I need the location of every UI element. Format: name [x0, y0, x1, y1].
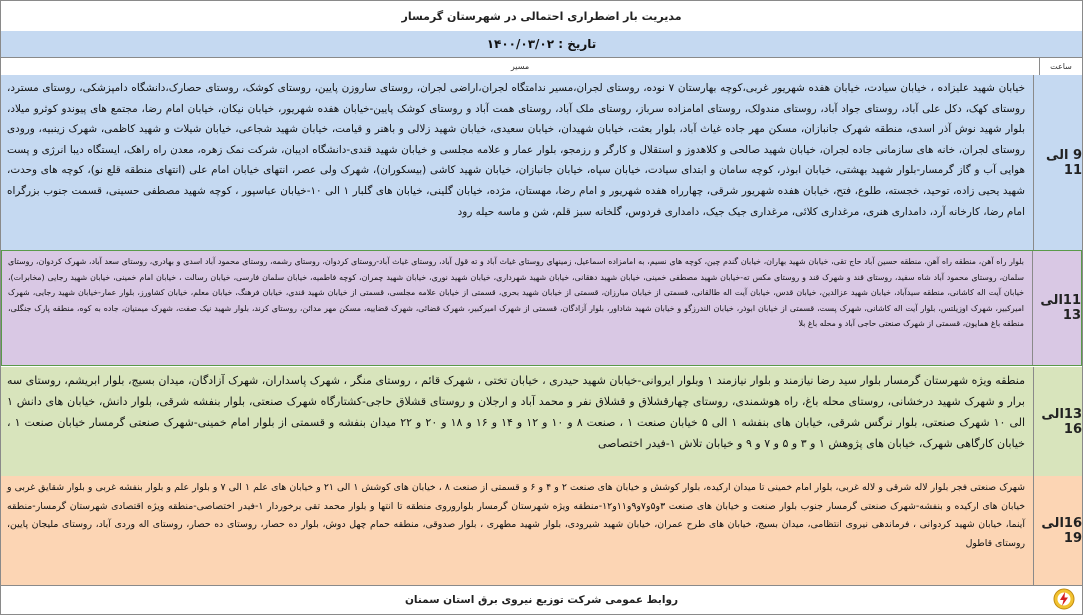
power-company-logo-icon [1053, 588, 1075, 610]
table-row [1, 367, 1082, 477]
time-slot: 16الی 19 [1033, 476, 1082, 585]
route-list: شهرک صنعتی فجر بلوار لاله شرقی و لاله غربی، بلوار امام خمینی تا میدان ارکیده، بلوار کوشش و خیابان های صنعت ۲ و ۴ و ۶ و قسمتی از صنعت ۸ ، خیابان های کوشش ۱ الی ۲۱ و خیابان های علم ۱ الی ۷ و بلوار علم و بلوار بنفشه غربی و بلوار شقایق غربی و خیابان های ارکیده و بنفشه-شهرک صنعتی گرمسار جنوب بلوار صنعت و خیابان های صنعت ۳و۵و۷و۹و۱۱و۱۲-منطقه ویژه شهرستان گرمسار بلواروروی منطقه تا انتها و بلوار محمد تقی برخوردار ۱-فیدر اختصاصی-منطقه ویژه اقتصادی شهرستان گرمسار-منطقه آینما، خیابان شهید کردوانی ، فرماندهی نیروی انتظامی، میدان بسیج، خیابان های طرح عمران، خیابان شهید شیرودی، بلوار شهید مطهری ، بلوار صدوقی، منطقه حمام چهل دوش، بلوار ده حصار، روستای ده حصار، روستای اله وردی آباد، روستای ملیجان پایین، روستای قاطول [7, 482, 1025, 549]
time-slot: 13الی 16 [1033, 367, 1082, 476]
footer-credit: روابط عمومی شرکت توزیع نیروی برق استان سمنان [404, 593, 679, 606]
table-row [1, 75, 1082, 251]
page-title: مدیریت بار اضطراری احتمالی در شهرستان گرمسار [1, 1, 1082, 32]
route-list: بلوار راه آهن، منطقه راه آهن، منطقه حسین آباد حاج تقی، خیابان شهید بهاران، خیابان گندم چین، کوچه های نسیم، به امامزاده اسماعیل، زمینهای روستای غیاث آباد و ته قول آباد، روستای غیاث آباد-روستای کردوان، روستای رشمه، روستای محمود آباد اسدی و بهادری، روستای سعد آباد، شهرک کردوان، روستای سلمان، روستای محمود آباد شاه سفید، روستای قند و شهرک قند و روستای مکس ته-خیابان شهید مصطفی خمینی، خیابان شهید دهقانی، خیابان شهید شهرداری، خیابان شهید نوری، خیابان شهید چمران، کوچه فاطمیه، خیابان سلمان فارسی، خیابان رسالت ، خیابان امام خمینی، خیابان شهید رجایی (مخابرات)، خیابان آیت اله کاشانی، منطقه سیدآباد، خیابان شهید عزالدین، خیابان قدس، خیابان آیت اله طالقانی، قسمتی از خیابان مبارزان، قسمتی از خیابان شهید بحری، قسمتی از خیابان علامه مجلسی، قسمتی از خیابان شهید قندی، خیابان فرهنگ، خیابان معلم، خیابان کشاورز، بلوار عمار-خیابان شهید رجایی، شهرک امیرکبیر، شهرک اوزیلتس، بلوار آیت اله کاشانی، شهرک پست، قسمتی از خیابان ابوذر، خیابان الندرزگو و خیابان شهید شاداور، بلوار آزادگان، قسمتی از شهرک امیرکبیر، شهرک قضائی، شهرک قضاییه، مسکن مهر مدائن، روستای کرند، بلوار شهید نیک صفت، شهرک میمنیان، جاده به کوه، منطقه پارک جنگلی، منطقه باغ همایون، قسمتی از شهرک صنعتی حاجی آباد و محله باغ بلا [8, 257, 1024, 329]
date-row [1, 31, 1082, 58]
table-row [1, 476, 1082, 586]
date-label: تاریخ : [558, 37, 597, 51]
time-slot: 9 الی 11 [1033, 75, 1082, 250]
route-list: خیابان شهید علیزاده ، خیابان سیادت، خیابان هفده شهریور غربی،کوچه بهارستان ۷ نوده، روستای لجران،مسیر ندامتگاه لجران،اراضی لجران، روستای ساروزن پایین، روستای کوشک، روستای حصارک،دانشگاه دامپزشکی، روستای مسترد، روستای کهک، دکل علی آباد، روستای جواد آباد، روستای مندولک، روستای امامزاده سرباز، روستای ملک آباد، روستای همت آباد و روستای کوشک پایین-خیابان هفده شهریور، خیابان نیکان، خیابان امام رضا، مجتمع های پیوندو کوثرو میلاد، بلوار شهید نوش آذر اسدی، منطقه شهرک جانبازان، مسکن مهر جاده غیاث آباد، بلوار بعثت، خیابان شهیدان، خیابان سعیدی، خیابان شهید زلالی و باهنر و قیامت، خیابان شهید شجاعی، خیابان شیلات و شهید کاظمی، شهرک زینبیه، ورودی روستای لجران، خانه های سازمانی جاده لجران، خیابان شهید صالحی و کلاهدوز و استقلال و کارگر و رزمجو، بلوار عمار و علامه مجلسی و خیابان شهید قندی-دانشگاه ادیبان، شرکت نمک زهره، معدن راه راهک، ایستگاه دیبا انرژی و پست هوایی آب و گاز گرمسار-بلوار شهید بهشتی، خیابان ابوذر، کوچه سامان و ابتدای سیادت، خیابان سپاه، خیابان جانبازان، خیابان شهید کاشی (بیسکوران)، شهرک ولی عصر، انتهای خیابان امام علی (انتهای منطقه قلع نو)، کوچه های وحدت، شهید یحیی زاده، توحید، خجسته، طلوع، فتح، خیابان هفده شهریور شرقی، چهارراه هفده شهریور و امام رضا، مهستان، مژده، خیابان گلینی، خیابان های گلبار ۱ الی ۱۰-خیابان عباسپور ، کوچه شهید مصطفی حسینی، قسمت جنوب بزرگراه امام رضا، کارخانه آرد، دامداری هنری، مرغداری کلائی، مرغداری جیک جیک، دامداری فردوس، گلخانه سبز قلم، شن و ماسه حیله رود [7, 82, 1025, 218]
time-slot: 11الی 13 [1032, 251, 1081, 365]
table-row [1, 250, 1082, 366]
time-column-header: ساعت [1039, 57, 1082, 75]
table-header [1, 57, 1082, 76]
route-column-header: مسیر [510, 61, 530, 71]
route-list: منطقه ویژه شهرستان گرمسار بلوار سید رضا نیازمند و بلوار نیازمند ۱ وبلوار ایروانی-خیابان شهید حیدری ، خیابان تختی ، شهرک قائم ، روستای منگر ، شهرک پاسداران، شهرک آزادگان، میدان بسیج، بلوار ابریشم، روستای سه برار و شهرک شهید درخشانی، روستای محله باغ، راه هوشمندی، روستای چهارقشلاق و قشلاق نفر و محمد آباد و ارجلان و روستای قشلاق حاجی-کشتارگاه شهرک صنعتی، بلوار بنفشه شرقی، بلوار دانش، خیابان های دانش ۱ الی ۱۰ شهرک صنعتی، بلوار نرگس شرقی، خیابان های بنفشه ۱ الی ۵ خیابان صنعت ۱ ، صنعت ۸ و ۱۰ و ۱۲ و ۱۴ و ۱۶ و ۱۸ و ۲۰ و ۲۲ میدان بنفشه و قسمتی از بلوار امام خمینی-شهرک صنعتی گرمسار خیابان صنعت ۱ ، خیابان کارگاهی شهرک، خیابان های پژوهش ۱ و ۳ و ۵ و ۷ و ۹ و خیابان تلاش ۱-فیدر اختصاصی [7, 374, 1026, 450]
date-value: ۱۴۰۰/۰۳/۰۲ [486, 37, 555, 51]
